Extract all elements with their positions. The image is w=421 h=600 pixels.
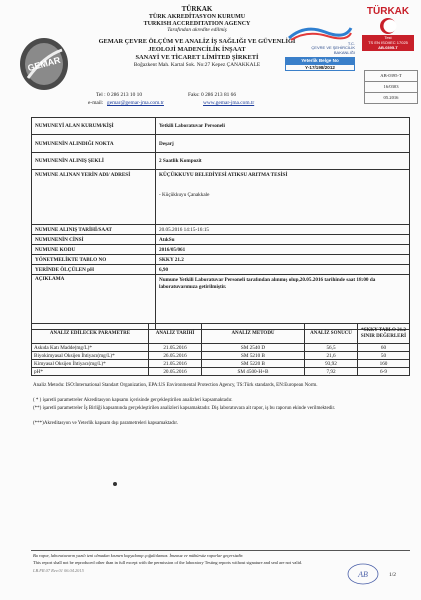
sample-info-table (31, 117, 410, 330)
info-value: Numune Yetkili Laboratuvar Personeli tarafından alınmış olup,20.05.2016 tarihinde saat 18:00 da laboratuvarımıza getirilmiştir. (156, 275, 410, 330)
info-value: KÜÇÜKKUYU BELEDİYESİ ATIKSU ARITMA TESİSİ (159, 172, 288, 178)
turkak-crescent-icon (362, 17, 414, 35)
cevre-label1: T.C. (347, 41, 355, 46)
info-row (32, 275, 410, 330)
results-header: ANALİZ METODU (202, 324, 305, 344)
info-label: AÇIKLAMA (32, 275, 156, 330)
info-label: NUMUNENİN ALINDIĞI NOKTA (32, 135, 156, 153)
fax: Faks: 0 286 213 81 66 (188, 92, 237, 98)
info-label: NUMUNENİN ALINIŞ ŞEKLİ (32, 153, 156, 170)
info-value: 2 Saatlik Kompozit (156, 153, 410, 170)
company-line2: JEOLOJİ MADENCİLİK İNŞAAT (148, 46, 246, 53)
info-row (32, 153, 410, 170)
result-value: 93,92 (305, 360, 358, 368)
result-date: 21.05.2016 (149, 360, 202, 368)
methods-note: Analiz Metodu: ISO:International Standart Organization, EPA:US Environmental Protection Agency, TS:Türk standards, EN:European Norm. (33, 383, 318, 388)
turkak-sub2: TS EN ISO/IEC 17025 (368, 40, 408, 46)
footnote-out-of-scope: (***)Akreditasyon ve Yeterlik kapsam dışı parametreleri kapsamaktadır. (33, 421, 178, 426)
org-tr-full: TÜRK AKREDİTASYON KURUMU (148, 14, 246, 20)
turkak-brand: TÜRKAK (366, 6, 410, 17)
result-limit: 60 (358, 344, 410, 352)
result-method: SM 2540 D (202, 344, 305, 352)
company-line1: GEMAR ÇEVRE ÖLÇÜM VE ANALİZ İŞ SAĞLIĞI VE GÜVENLİĞİ (98, 38, 296, 45)
info-row (32, 118, 410, 135)
org-tr: TÜRKAK (181, 5, 213, 13)
result-method: SM 5220 B (202, 360, 305, 368)
result-value: 21,6 (305, 352, 358, 360)
result-param: Kimyasal Oksijen İhtiyacı(mg/L)* (32, 360, 149, 368)
footer-tr: Bu rapor, laboratuvarın yazılı izni olmadan kısmen kopyalanıp çoğaltılamaz. İmzasız ve mühürsüz raporlar geçersizdir. (33, 553, 244, 558)
info-value-address: - Küçükkuyu Çanakkale (159, 192, 210, 198)
signature-stamp (346, 562, 380, 586)
footnote-accredited: ( * ) işaretli parametreler Akreditasyon kapsamı içerisinde gerçekleştirilen analizleri kapsamaktadır. (33, 398, 233, 403)
info-value: AtıkSu (156, 235, 410, 245)
info-row (32, 255, 410, 265)
results-header: ANALİZ EDİLECEK PARAMETRE (32, 324, 149, 344)
info-label: NUMUNE ALINAN YERİN ADI/ ADRESİ (32, 170, 156, 225)
result-method: SM 4500-H+B (202, 368, 305, 376)
svg-text:GEMAR: GEMAR (26, 54, 62, 74)
email-label: e-mail: (88, 100, 104, 106)
company-address: Boğazkent Mah. Kartal Sok. No:27 Kepez ÇANAKKALE (133, 62, 261, 68)
info-label: NUMUNENİN CİNSİ (32, 235, 156, 245)
result-limit: 6-9 (358, 368, 410, 376)
result-date: 26.05.2016 (149, 352, 202, 360)
email-link[interactable]: gemar@gemar-jma.com.tr (107, 100, 164, 106)
result-date: 21.05.2016 (149, 344, 202, 352)
results-header-row (32, 324, 410, 344)
cevre-wave-icon (285, 24, 355, 42)
info-value: 20.05.2016 14:15-16:15 (156, 225, 410, 235)
turkak-sub1: Test (384, 35, 392, 40)
result-param: Askıda Katı Madde(mg/L)* (32, 344, 149, 352)
footnote-cooperation: (**) işaretli parametreler İş Birliği kapsamında gerçekleştirilen analizleri kapsamaktadır. Diş laboratuvara ait rapor, iş bu raporun ekinde verilmektedir. (33, 406, 336, 411)
page-mark (113, 482, 117, 486)
table-row (32, 352, 410, 360)
info-value: 6,90 (156, 265, 410, 275)
result-date: 20.05.2016 (149, 368, 202, 376)
result-value: 7,92 (305, 368, 358, 376)
svg-text:AB: AB (358, 570, 368, 579)
info-value: SKKY 21.2 (156, 255, 410, 265)
cevre-bakanligi-badge (285, 24, 355, 71)
turkak-logo (362, 6, 414, 66)
tel: Tel : 0 286 213 10 10 (96, 92, 143, 98)
turkak-code: AB-0395-T (378, 45, 398, 51)
info-label: NUMUNE KODU (32, 245, 156, 255)
info-row (32, 225, 410, 235)
web-link[interactable]: www.gemar-jma.com.tr (203, 100, 255, 106)
cevre-label3: BAKANLIĞI (333, 49, 355, 55)
result-param: pH* (32, 368, 149, 376)
org-en: TURKISH ACCREDITATION AGENCY (143, 21, 251, 27)
report-date: 05.2016 (364, 92, 418, 104)
accreditation-no: AB-0395-T (364, 70, 418, 82)
yeterlik-label: Yeterlik Belge No (285, 57, 355, 64)
result-limit: 160 (358, 360, 410, 368)
info-label: YÖNETMELİKTE TABLO NO (32, 255, 156, 265)
company-line3: SANAYİ VE TİCARET LİMİTED ŞİRKETİ (135, 54, 259, 61)
info-label: NUMUNEYİ ALAN KURUM/KİŞİ (32, 118, 156, 135)
info-row (32, 245, 410, 255)
gemar-logo (18, 36, 70, 92)
info-row (32, 235, 410, 245)
info-value: Deşarj (156, 135, 410, 153)
cevre-label2: ÇEVRE VE ŞEHİRCİLİK (311, 45, 355, 51)
result-limit: 50 (358, 352, 410, 360)
table-row (32, 368, 410, 376)
results-header: ANALİZ SONUCU (305, 324, 358, 344)
info-label: YERİNDE ÖLÇÜLEN pH (32, 265, 156, 275)
info-row (32, 135, 410, 153)
table-row (32, 344, 410, 352)
table-row (32, 360, 410, 368)
footer-code: LB.FR.07 Rev.01 06.04.2015 (33, 568, 84, 573)
result-method: SM 5210 B (202, 352, 305, 360)
org-note: Tarafından akredite edilmiş (167, 27, 227, 33)
report-no: 16/0303 (364, 81, 418, 93)
info-row (32, 265, 410, 275)
info-label: NUMUNE ALINIŞ TARİHİ/SAAT (32, 225, 156, 235)
result-param: Biyokimyasal Oksijen İhtiyacı(mg/L)* (32, 352, 149, 360)
info-value: Yetkili Laboratuvar Personeli (156, 118, 410, 135)
info-value: 2016/05/061 (156, 245, 410, 255)
footer-divider (31, 550, 410, 551)
info-row (32, 170, 410, 225)
page-number: 1/2 (389, 572, 396, 578)
result-value: 56,5 (305, 344, 358, 352)
results-header: *SKKY TABLO 21.2 SINIR DEĞERLERİ (358, 324, 410, 344)
results-header: ANALİZ TARİHİ (149, 324, 202, 344)
footer-en: This report shall not be reproduced other than in full except with the permission of the laboratory Testing reports without signature and seal are not valid. (33, 560, 303, 565)
results-table (31, 323, 410, 376)
yeterlik-no: Y-17/198/2012 (285, 64, 355, 71)
